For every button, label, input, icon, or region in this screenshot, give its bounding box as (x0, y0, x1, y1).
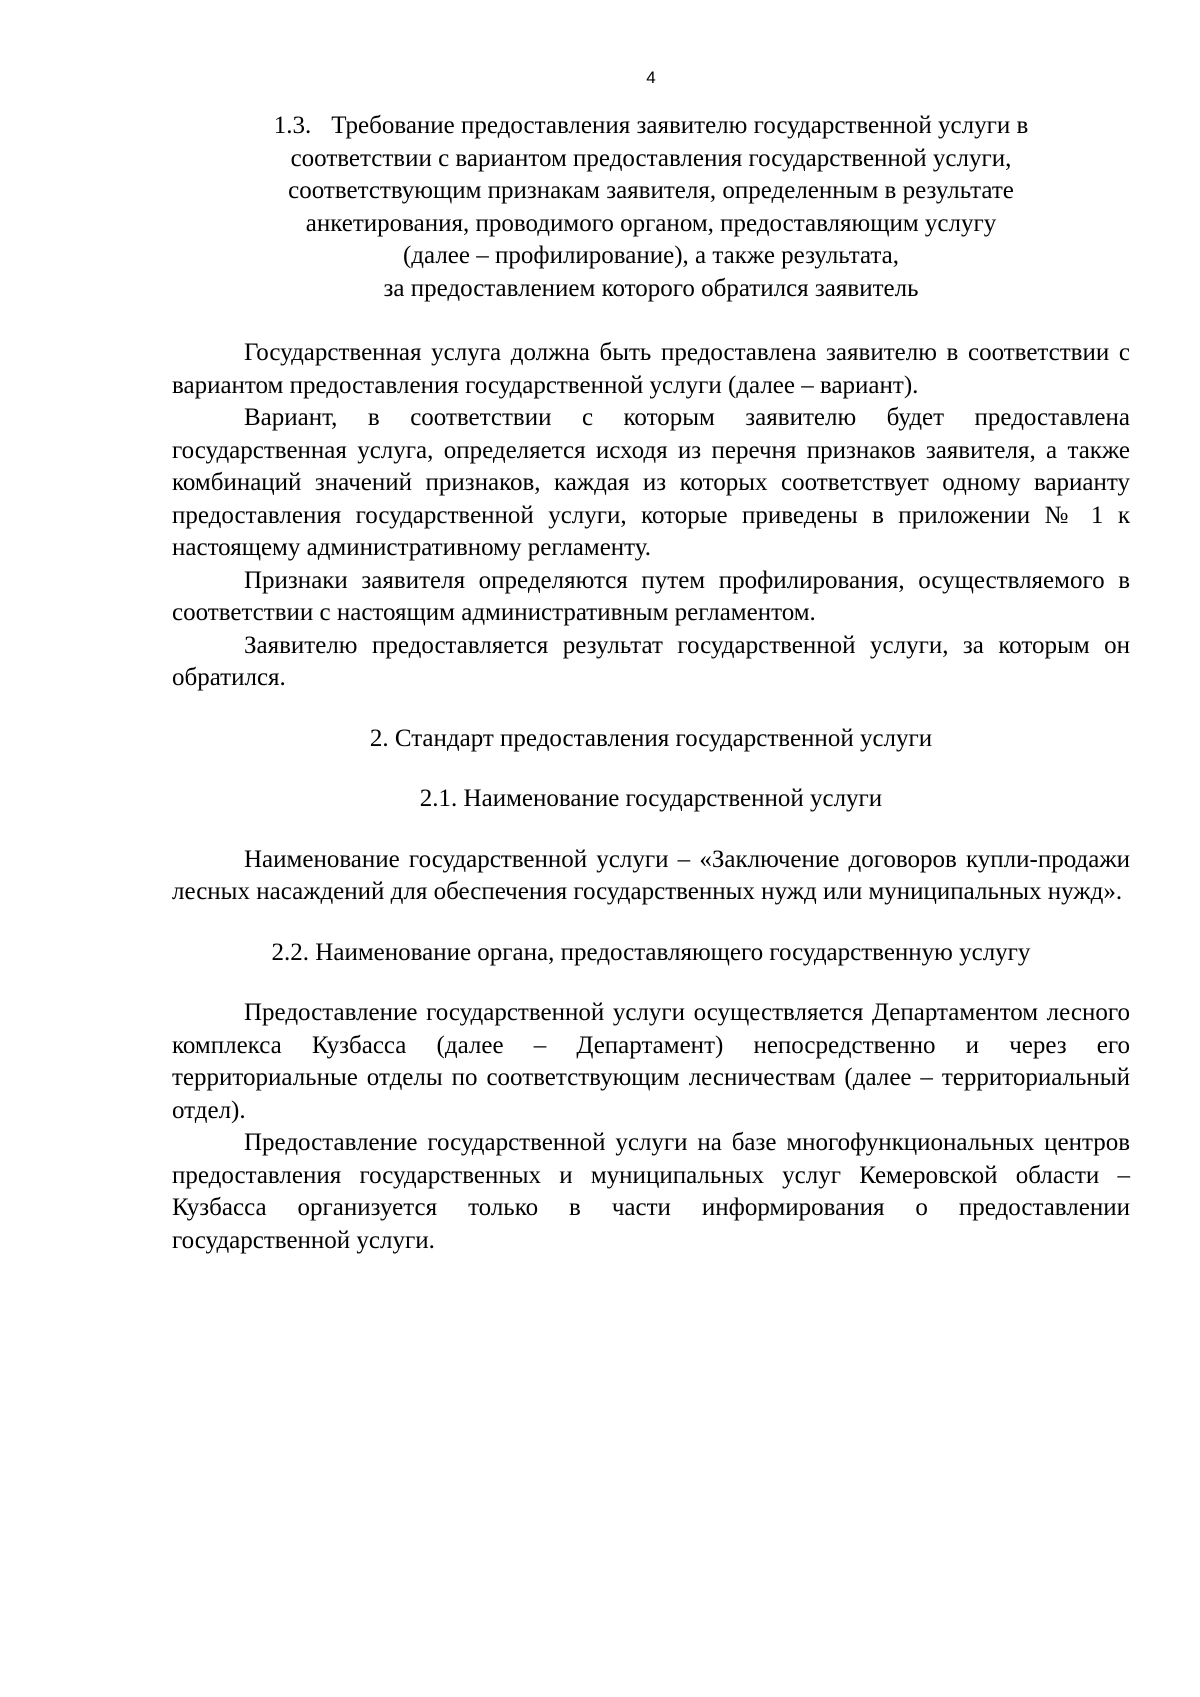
heading-line: анкетирования, проводимого органом, предоставляющим услугу (305, 209, 997, 237)
section-number: 1.3. (273, 112, 312, 139)
section-2-heading: 2. Стандарт предоставления государственной услуги (369, 724, 933, 752)
paragraph: Наименование государственной услуги – «Заключение договоров купли-продажи лесных насаждений для обеспечения государственных нужд или муниципальных нужд». (172, 845, 1130, 905)
section-2-1-heading: 2.1. Наименование государственной услуги (419, 785, 883, 812)
section-1-3-heading (172, 110, 1130, 305)
paragraph: Государственная услуга должна быть предоставлена заявителю в соответствии с вариантом предоставления государственной услуги (далее – вариант). (172, 339, 1130, 399)
page-number: 4 (646, 68, 656, 87)
paragraph: Признаки заявителя определяются путем профилирования, осуществляемого в соответствии с настоящим административным регламентом. (172, 566, 1130, 626)
paragraph: Вариант, в соответствии с которым заявителю будет предоставлена государственная услуга, определяется исходя из перечня признаков заявителя, а также комбинаций значений признаков, каждая из которых соответствует одному варианту предоставления государственной услуги, которые приведены в приложении № 1 к настоящему административному регламенту. (172, 404, 1130, 561)
heading-line: соответствии с вариантом предоставления государственной услуги, (290, 144, 1012, 172)
paragraph: Заявителю предоставляется результат государственной услуги, за которым он обратился. (172, 631, 1130, 691)
section-2-2-heading: 2.2. Наименование органа, предоставляющего государственную услугу (271, 938, 1031, 966)
heading-line: соответствующим признакам заявителя, определенным в результате (288, 177, 1014, 204)
heading-line: за предоставлением которого обратился заявитель (383, 274, 919, 302)
paragraph: Предоставление государственной услуги осуществляется Департаментом лесного комплекса Кузбасса (далее – Департамент) непосредственно и через его территориальные отделы по соответствующим лесничествам (далее – территориальный отдел). (172, 999, 1130, 1124)
paragraph: Предоставление государственной услуги на базе многофункциональных центров предоставления государственных и муниципальных услуг Кемеровской области – Кузбасса организуется только в части информирования о предоставлении государственной услуги. (172, 1129, 1130, 1254)
heading-line: 1.3. Требование предоставления заявителю государственной услуги в (172, 110, 1130, 143)
heading-line: (далее – профилирование), а также результата, (402, 242, 900, 269)
